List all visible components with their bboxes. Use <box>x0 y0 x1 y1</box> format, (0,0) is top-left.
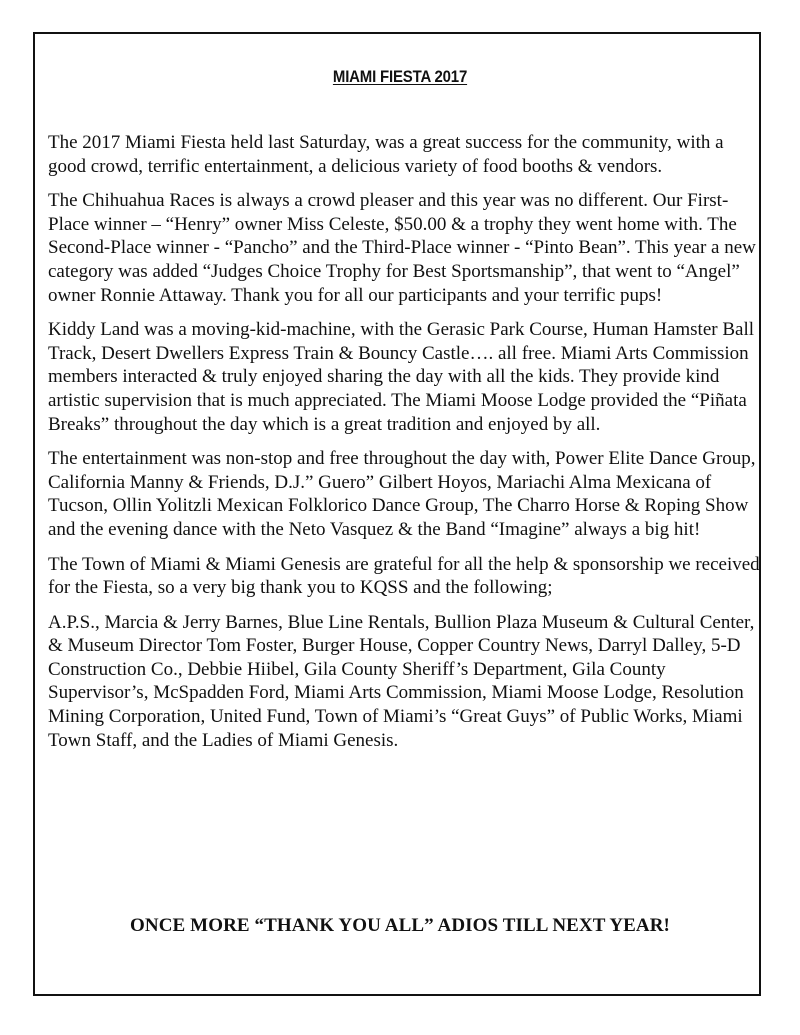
paragraph-entertainment: The entertainment was non-stop and free throughout the day with, Power Elite Dance Group, California Manny & Friends, D.J.” Guero” Gilbert Hoyos, Mariachi Alma Mexicana of Tucson, Ollin Yolitzli Mexican Folklorico Dance Group, The Charro Horse & Roping Show and the evening dance with the Neto Vasquez & the Band “Imagine” always a big hit! <box>48 448 756 540</box>
document-title: MIAMI FIESTA 2017 <box>332 67 468 86</box>
closing-line: ONCE MORE “THANK YOU ALL” ADIOS TILL NEXT YEAR! <box>130 915 670 936</box>
paragraph-thanks: The Town of Miami & Miami Genesis are grateful for all the help & sponsorship we received for the Fiesta, so a very big thank you to KQSS and the following; <box>48 553 760 599</box>
paragraph-chihuahua-races: The Chihuahua Races is always a crowd pleaser and this year was no different. Our First-Place winner – “Henry” owner Miss Celeste, $50.00 & a trophy they went home with. The Second-Place winner - “Pancho” and the Third-Place winner - “Pinto Bean”. This year a new category was added “Judges Choice Trophy for Best Sportsmanship”, that went to “Angel” owner Ronnie Attaway. Thank you for all our participants and your terrific pups! <box>48 190 756 306</box>
paragraph-intro: The 2017 Miami Fiesta held last Saturday, was a great success for the community, with a good crowd, terrific entertainment, a delicious variety of food booths & vendors. <box>48 132 724 177</box>
document-body <box>48 131 760 763</box>
paragraph-sponsors: A.P.S., Marcia & Jerry Barnes, Blue Line Rentals, Bullion Plaza Museum & Cultural Center, & Museum Director Tom Foster, Burger House, Copper Country News, Darryl Dalley, 5-D Construction Co., Debbie Hiibel, Gila County Sheriff’s Department, Gila County Supervisor’s, McSpadden Ford, Miami Arts Commission, Miami Moose Lodge, Resolution Mining Corporation, United Fund, Town of Miami’s “Great Guys” of Public Works, Miami Town Staff, and the Ladies of Miami Genesis. <box>48 611 755 751</box>
paragraph-kiddy-land: Kiddy Land was a moving-kid-machine, with the Gerasic Park Course, Human Hamster Ball Track, Desert Dwellers Express Train & Bouncy Castle…. all free. Miami Arts Commission members interacted & truly enjoyed sharing the day with all the kids. They provide kind artistic supervision that is much appreciated. The Miami Moose Lodge provided the “Piñata Breaks” throughout the day which is a great tradition and enjoyed by all. <box>48 319 754 435</box>
